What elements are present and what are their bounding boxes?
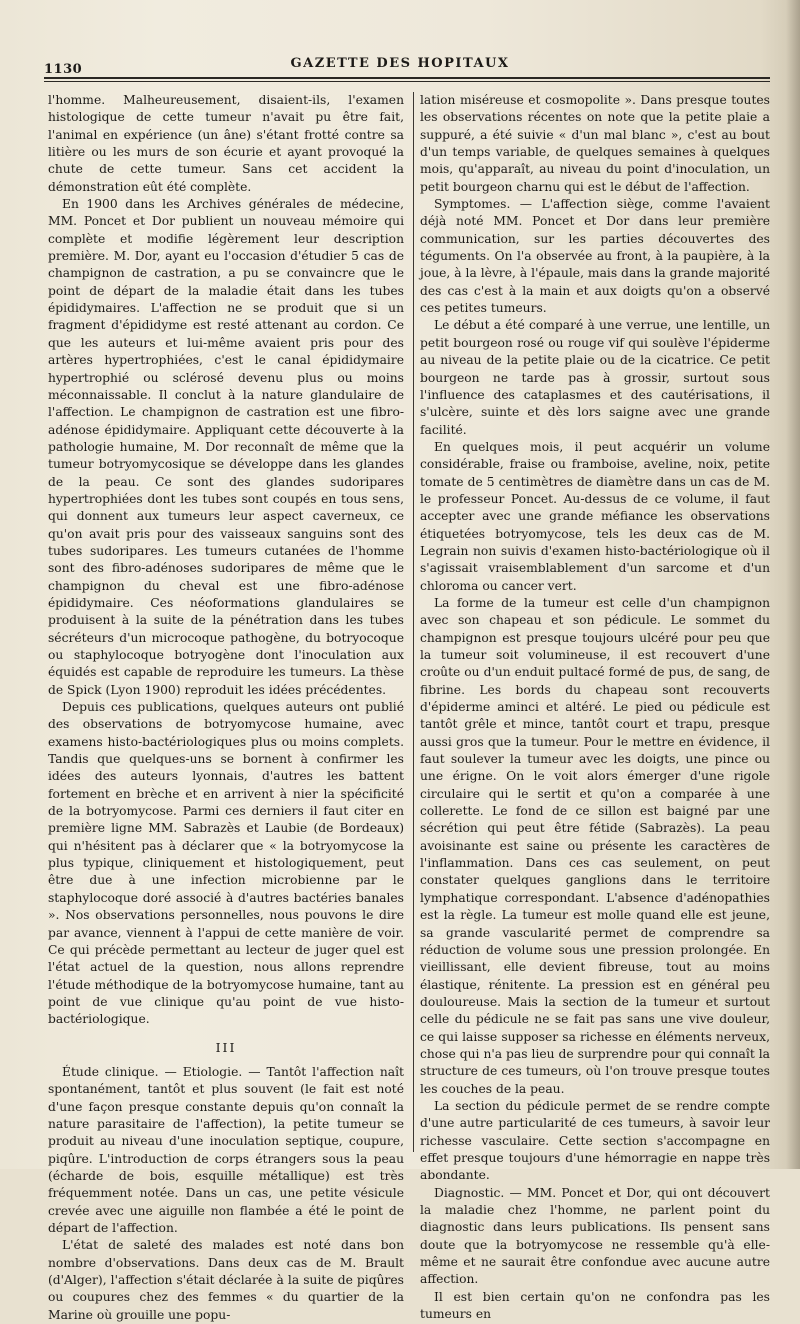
- right-column: [420, 92, 770, 1322]
- paragraph: Diagnostic. — MM. Poncet et Dor, qui ont découvert la maladie chez l'homme, ne parlent point du diagnostic dans leurs publications. Ils pensent sans doute que la botryomycose ne ressemble qu'à elle-même et ne saurait être confondue avec aucune autre affection.: [420, 1185, 770, 1287]
- paragraph: Symptomes. — L'affection siège, comme l'avaient déjà noté MM. Poncet et Dor dans leur première communication, sur les parties découvertes des téguments. On l'a observée au front, à la paupière, à la joue, à la lèvre, à l'épaule, mais dans la grande majorité des cas c'est à la main et aux doigts qu'on a observé ces petites tumeurs.: [420, 197, 770, 316]
- paragraph: En 1900 dans les Archives générales de médecine, MM. Poncet et Dor publient un nouveau mémoire qui complète et modifie légèrement leur description première. M. Dor, ayant eu l'occasion d'étudier 5 cas de champignon de castration, a pu se convaincre que le point de départ de la maladie était dans les tubes épididymaires. L'affection ne se produit que si un fragment d'épididyme est resté attenant au cordon. Ce que les auteurs et lui-même avaient pris pour des artères hypertrophiées, c'est le canal épididymaire hypertrophié ou sclérosé devenu plus ou moins méconnaissable. Il conclut à la nature glandulaire de l'affection. Le champignon de castration est une fibro-adénose épididymaire. Appliquant cette découverte à la pathologie humaine, M. Dor reconnaît de même que la tumeur botryomycosique se développe dans les glandes de la peau. Ce sont des glandes sudoripares hypertrophiées dont les tubes sont coupés en tous sens, qui donnent aux tumeurs leur aspect caverneux, ce qu'on avait pris pour des vaisseaux sanguins sont des tubes sudoripares. Les tumeurs cutanées de l'homme sont des fibro-adénoses sudoripares de même que le champignon du cheval est une fibro-adénose épididymaire. Ces néoformations glandulaires se produisent à la suite de la pénétration dans les tubes sécréteurs d'un microcoque pathogène, du botryocoque ou staphylocoque botryogène dont l'inoculation aux équidés est capable de reproduire les tumeurs. La thèse de Spick (Lyon 1900) reproduit les idées précédentes.: [48, 197, 404, 697]
- page-number: 1130: [44, 62, 83, 77]
- page-spine-shadow: [786, 0, 800, 1169]
- paragraph: lation miséreuse et cosmopolite ». Dans presque toutes les observations récentes on note que la petite plaie a suppuré, a été suivie « d'un mal blanc », c'est au bout d'un temps variable, de quelques semaines à quelques mois, qu'apparaît, au niveau du point d'inoculation, un petit bourgeon charnu qui est le début de l'affection.: [420, 93, 770, 194]
- paragraph: l'homme. Malheureusement, disaient-ils, l'examen histologique de cette tumeur n'avait pu être fait, l'animal en expérience (un âne) s'étant frotté contre sa litière ou les murs de son écurie et ayant provoqué la chute de cette tumeur. Sans cet accident la démonstration eût été complète.: [48, 93, 404, 194]
- column-divider: [413, 92, 414, 1152]
- paragraph: Depuis ces publications, quelques auteurs ont publié des observations de botryomycose humaine, avec examens histo-bactériologiques plus ou moins complets. Tandis que quelques-uns se bornent à confirmer les idées des auteurs lyonnais, d'autres les battent fortement en brèche et en arrivent à nier la spécificité de la botryomycose. Parmi ces derniers il faut citer en première ligne MM. Sabrazès et Laubie (de Bordeaux) qui n'hésitent pas à déclarer que « la botryomycose la plus typique, cliniquement et histologiquement, peut être due à une infection microbienne par le staphylocoque doré associé à d'autres bactéries banales ». Nos observations personnelles, nous pouvons le dire par avance, viennent à l'appui de cette manière de voir. Ce qui précède permettant au lecteur de juger quel est l'état actuel de la question, nous allons reprendre l'étude méthodique de la botryomycose humaine, tant au point de vue clinique qu'au point de vue histo-bactériologique.: [48, 700, 404, 1027]
- header-rule: [44, 77, 770, 79]
- paragraph: La section du pédicule permet de se rendre compte d'une autre particularité de ces tumeurs, à savoir leur richesse vasculaire. Cette section s'accompagne en effet presque toujours d'une hémorragie en nappe très abondante.: [420, 1098, 770, 1183]
- paragraph: Étude clinique. — Etiologie. — Tantôt l'affection naît spontanément, tantôt et plus souvent (le fait est noté d'une façon presque constante depuis qu'on connaît la nature parasitaire de l'affection), la petite tumeur se produit au niveau d'une inoculation septique, coupure, piqûre. L'introduction de corps étrangers sous la peau (écharde de bois, esquille métallique) est très fréquemment notée. Dans un cas, une petite vésicule crevée avec une aiguille non flambée a été le point de départ de l'affection.: [48, 1064, 404, 1235]
- header-rule-thin: [44, 81, 770, 82]
- journal-title: GAZETTE DES HOPITAUX: [290, 56, 510, 71]
- paragraph: La forme de la tumeur est celle d'un champignon avec son chapeau et son pédicule. Le sommet du champignon est presque toujours ulcéré pour peu que la tumeur soit volumineuse, il est recouvert d'une croûte ou d'un enduit pultacé formé de pus, de sang, de fibrine. Les bords du chapeau sont recouverts d'épiderme aminci et altéré. Le pied ou pédicule est tantôt grêle et mince, tantôt court et trapu, presque aussi gros que la tumeur. Pour le mettre en évidence, il faut soulever la tumeur avec les doigts, une pince ou une érigne. On le voit alors émerger d'une rigole circulaire qui le sertit et qu'on a comparée à une collerette. Le fond de ce sillon est baigné par une sécrétion qui peut être fétide (Sabrazès). La peau avoisinante est saine ou présente les caractères de l'inflammation. Dans ces cas seulement, on peut constater quelques ganglions dans le territoire lymphatique correspondant. L'absence d'adénopathies est la règle. La tumeur est molle quand elle est jeune, sa grande vascularité permet de comprendre sa réduction de volume sous une pression prolongée. En vieillissant, elle devient fibreuse, tout au moins élastique, rénitente. La pression est en général peu douloureuse. Mais la section de la tumeur et surtout celle du pédicule ne se fait pas sans une vive douleur, ce qui laisse supposer sa richesse en éléments nerveux, chose qui n'a pas lieu de surprendre pour qui connaît la structure de ces tumeurs, où l'on trouve presque toutes les couches de la peau.: [420, 595, 770, 1096]
- paragraph: L'état de saleté des malades est noté dans bon nombre d'observations. Dans deux cas de M. Brault (d'Alger), l'affection s'était déclarée à la suite de piqûres ou coupures chez des femmes « du quartier de la Marine où grouille une popu-: [48, 1238, 404, 1322]
- paragraph: Il est bien certain qu'on ne confondra pas les tumeurs en: [420, 1289, 770, 1322]
- paragraph: Le début a été comparé à une verrue, une lentille, un petit bourgeon rosé ou rouge vif qui soulève l'épiderme au niveau de la petite plaie ou de la cicatrice. Ce petit bourgeon ne tarde pas à grossir, surtout sous l'influence des cataplasmes et des cautérisations, il s'ulcère, suinte et dès lors saigne avec une grande facilité.: [420, 318, 770, 437]
- section-heading: III: [215, 1039, 237, 1055]
- paragraph: En quelques mois, il peut acquérir un volume considérable, fraise ou framboise, aveline, noix, petite tomate de 5 centimètres de diamètre dans un cas de M. le professeur Poncet. Au-dessus de ce volume, il faut accepter avec une grande méfiance les observations étiquetées botryomycose, tels les deux cas de M. Legrain non suivis d'examen histo-bactériologique où il s'agissait vraisemblablement d'un sarcome et d'un chloroma ou cancer vert.: [420, 439, 770, 593]
- left-column: [48, 92, 404, 1322]
